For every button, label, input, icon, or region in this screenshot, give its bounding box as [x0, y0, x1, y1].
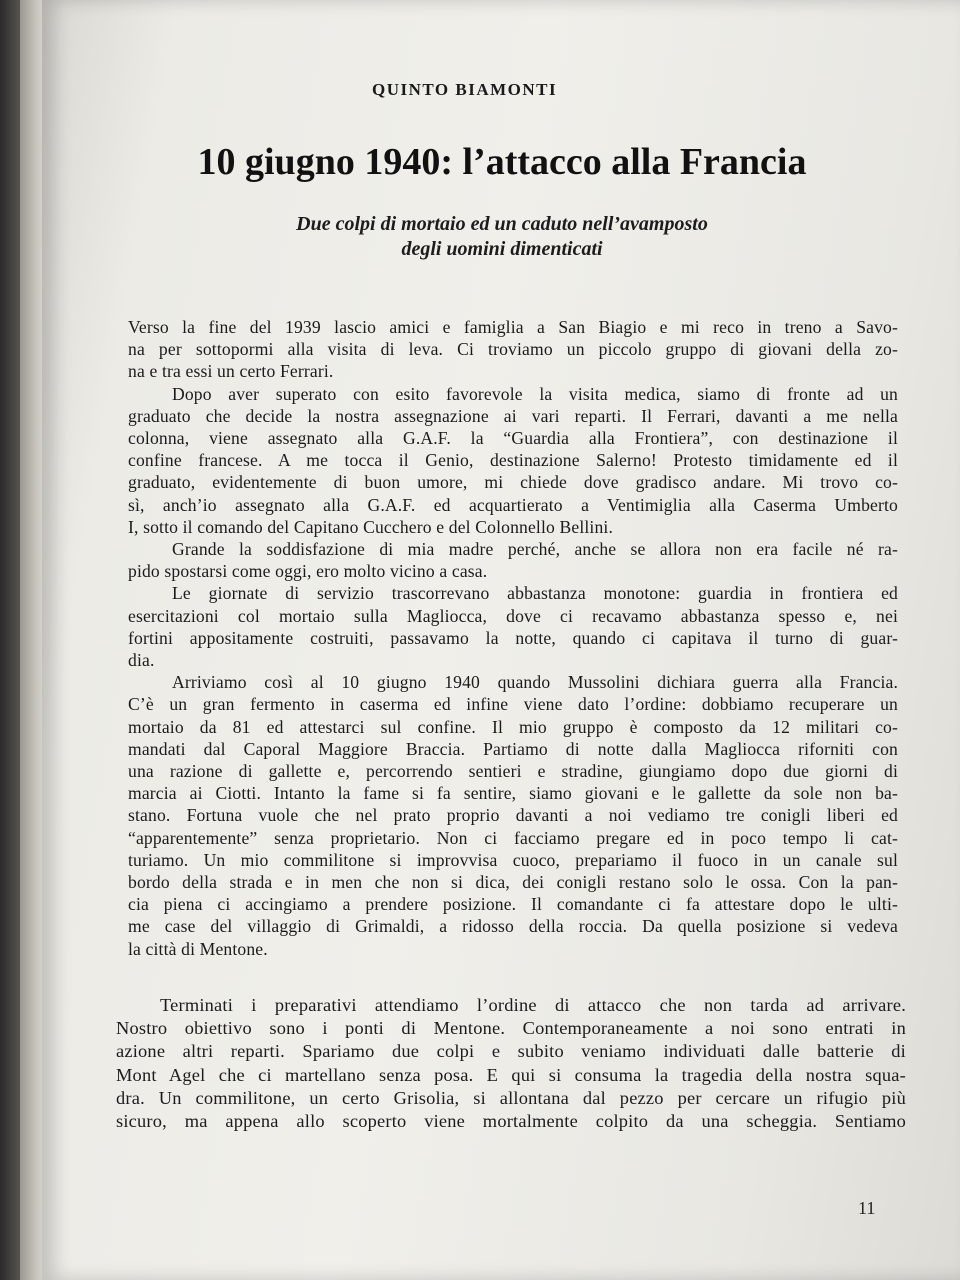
text-line: graduato che decide la nostra assegnazione ai vari reparti. Il Ferrari, davanti a me nella [128, 405, 898, 426]
text-line: azione altri reparti. Spariamo due colpi e subito veniamo individuati dalle batterie di [116, 1041, 906, 1062]
text-line: dia. [128, 650, 155, 671]
text-line: la città di Mentone. [128, 938, 268, 959]
text-line: colonna, viene assegnato alla G.A.F. la “Guardia alla Frontiera”, con destinazione il [128, 428, 898, 449]
chapter-subtitle [192, 212, 812, 262]
author-name: QUINTO BIAMONTI [372, 80, 558, 99]
subtitle-line: Due colpi di mortaio ed un caduto nell’avamposto [296, 213, 708, 235]
text-line: pido spostarsi come oggi, ero molto vicino a casa. [128, 561, 488, 582]
body-text [128, 316, 898, 960]
text-line: Dopo aver superato con esito favorevole la visita medica, siamo di fronte ad un [172, 383, 898, 404]
chapter-title: 10 giugno 1940: l’attacco alla Francia [197, 141, 807, 183]
text-line: sì, anch’io assegnato alla G.A.F. ed acquartierato a Ventimiglia alla Caserma Umberto [128, 494, 898, 515]
book-page [42, 0, 960, 1280]
text-line: Le giornate di servizio trascorrevano abbastanza monotone: guardia in frontiera ed [172, 583, 898, 604]
text-line: Arriviamo così al 10 giugno 1940 quando Mussolini dichiara guerra alla Francia. [172, 672, 898, 693]
text-line: esercitazioni col mortaio sulla Magliocca, dove ci recavamo abbastanza spesso e, nei [128, 605, 898, 626]
text-line: Nostro obiettivo sono i ponti di Mentone. Contemporaneamente a noi sono entrati in [116, 1018, 906, 1039]
text-line: cia piena ci accingiamo a prendere posizione. Il comandante ci fa attestare dopo le ulti- [128, 894, 898, 915]
text-line: C’è un gran fermento in caserma ed infine viene dato l’ordine: dobbiamo recuperare un [128, 694, 898, 715]
text-line: stano. Fortuna vuole che nel prato proprio davanti a noi vediamo tre conigli liberi ed [128, 805, 898, 826]
text-line: na per sottopormi alla visita di leva. Ci troviamo un piccolo gruppo di giovani della zo- [128, 339, 898, 360]
text-line: marcia ai Ciotti. Intanto la fame si fa sentire, siamo giovani e le gallette da sole non ba- [128, 783, 898, 804]
text-line: Mont Agel che ci martellano senza posa. E qui si consuma la tragedia della nostra squa- [116, 1064, 906, 1085]
text-line: turiamo. Un mio commilitone si improvvisa cuoco, prepariamo il fuoco in un canale sul [128, 849, 898, 870]
text-line: Verso la fine del 1939 lascio amici e famiglia a San Biagio e mi reco in treno a Savo- [128, 317, 898, 337]
text-line: dra. Un commilitone, un certo Grisolia, si allontana dal pezzo per cercare un rifugio più [116, 1087, 906, 1108]
text-line: Grande la soddisfazione di mia madre perché, anche se allora non era facile né ra- [172, 539, 898, 560]
text-line: bordo della strada e in men che non si dica, dei conigli restano solo le ossa. Con la pan- [128, 872, 898, 893]
text-line: na e tra essi un certo Ferrari. [128, 361, 334, 382]
text-line: I, sotto il comando del Capitano Cucchero e del Colonnello Bellini. [128, 516, 613, 537]
text-line: me case del villaggio di Grimaldi, a ridosso della roccia. Da quella posizione si vedeva [128, 916, 898, 937]
text-line: fortini appositamente costruiti, passavamo la notte, quando ci capitava il turno di guar- [128, 627, 898, 648]
text-line: confine francese. A me tocca il Genio, destinazione Salerno! Protesto timidamente ed il [128, 450, 898, 471]
subtitle-line: degli uomini dimenticati [401, 238, 603, 260]
text-line: mortaio da 81 ed attestarci sul confine. Il mio gruppo è composto da 12 militari co- [128, 716, 898, 737]
text-line: sicuro, ma appena allo scoperto viene mortalmente colpito da una scheggia. Sentiamo [116, 1111, 906, 1132]
text-line: Terminati i preparativi attendiamo l’ordine di attacco che non tarda ad arrivare. [160, 995, 906, 1015]
text-line: una razione di gallette e, percorrendo sentieri e stradine, giungiamo dopo due giorni di [128, 761, 898, 782]
body-text-continued [116, 994, 906, 1133]
text-line: “apparentemente” senza proprietario. Non ci facciamo pregare ed in poco tempo li cat- [128, 827, 898, 848]
page-number: 11 [858, 1198, 876, 1218]
text-line: mandati dal Caporal Maggiore Braccia. Partiamo di notte dalla Magliocca riforniti con [128, 738, 898, 759]
text-line: graduato, evidentemente di buon umore, mi chiede dove gradisco andare. Mi trovo co- [128, 472, 898, 493]
